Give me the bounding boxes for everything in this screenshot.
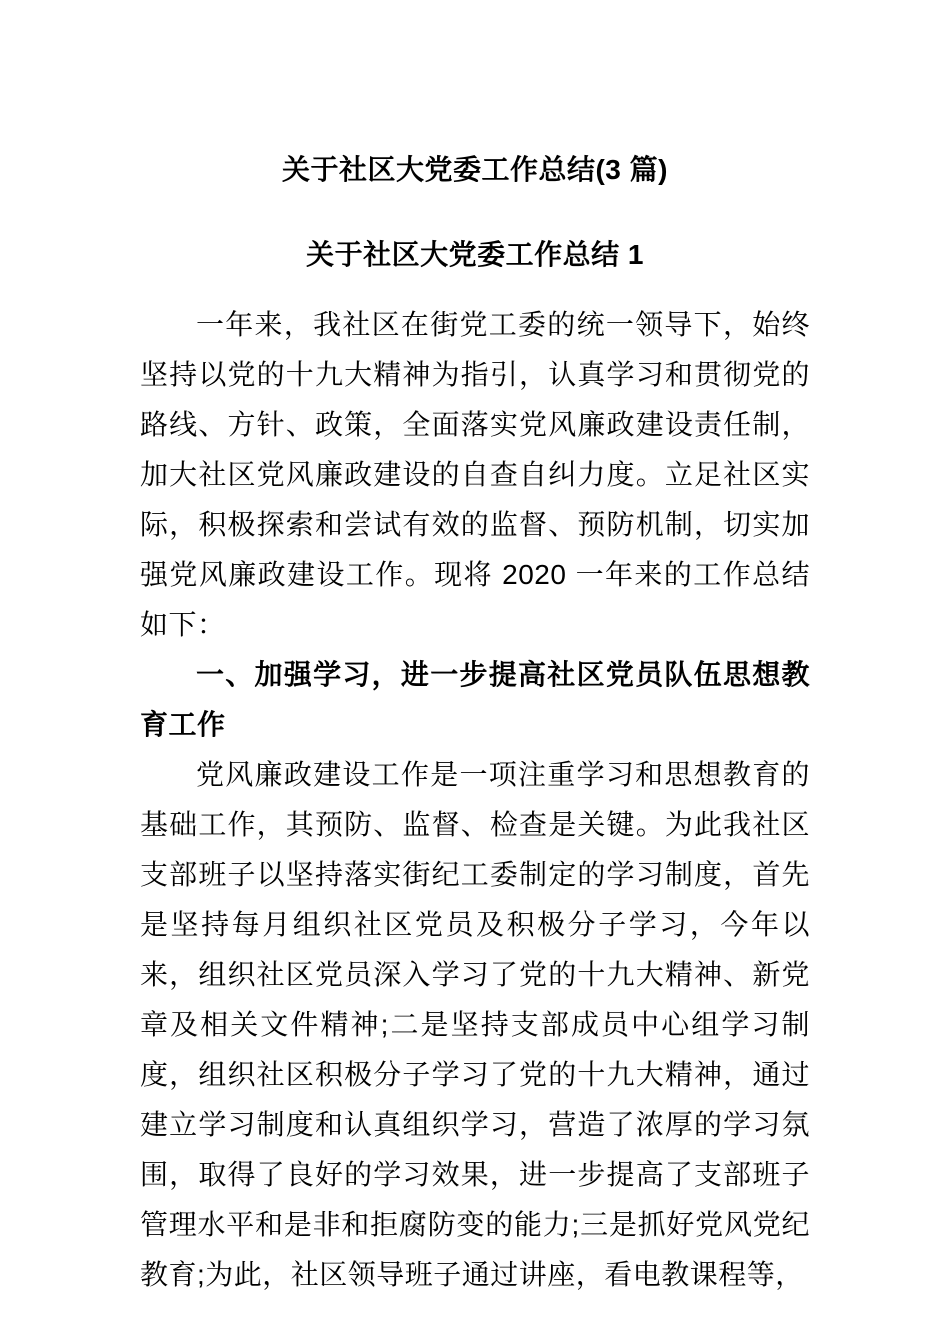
section-heading: 一、加强学习，进一步提高社区党员队伍思想教育工作 <box>140 659 810 740</box>
document-title: 关于社区大党委工作总结(3 篇) <box>281 154 668 185</box>
document-subtitle: 关于社区大党委工作总结 1 <box>306 239 644 270</box>
body-paragraph: 党风廉政建设工作是一项注重学习和思想教育的基础工作，其预防、监督、检查是关键。为此我社区支部班子以坚持落实街纪工委制定的学习制度，首先是坚持每月组织社区党员及积极分子学习，今年以来，组织社区党员深入学习了党的十九大精神、新党章及相关文件精神;二是坚持支部成员中心组学习制度，组织社区积极分子学习了党的十九大精神，通过建立学习制度和认真组织学习，营造了浓厚的学习氛围，取得了良好的学习效果，进一步提高了支部班子管理水平和是非和拒腐防变的能力;三是抓好党风党纪教育;为此，社区领导班子通过讲座，看电教课程等， <box>140 759 810 1290</box>
document-body <box>140 300 810 1300</box>
body-paragraph: 一年来，我社区在街党工委的统一领导下，始终坚持以党的十九大精神为指引，认真学习和贯彻党的路线、方针、政策，全面落实党风廉政建设责任制，加大社区党风廉政建设的自查自纠力度。立足社区实际，积极探索和尝试有效的监督、预防机制，切实加强党风廉政建设工作。现将 2020 一年来的工作总结如下： <box>140 309 810 640</box>
document-text-column <box>140 0 810 1300</box>
